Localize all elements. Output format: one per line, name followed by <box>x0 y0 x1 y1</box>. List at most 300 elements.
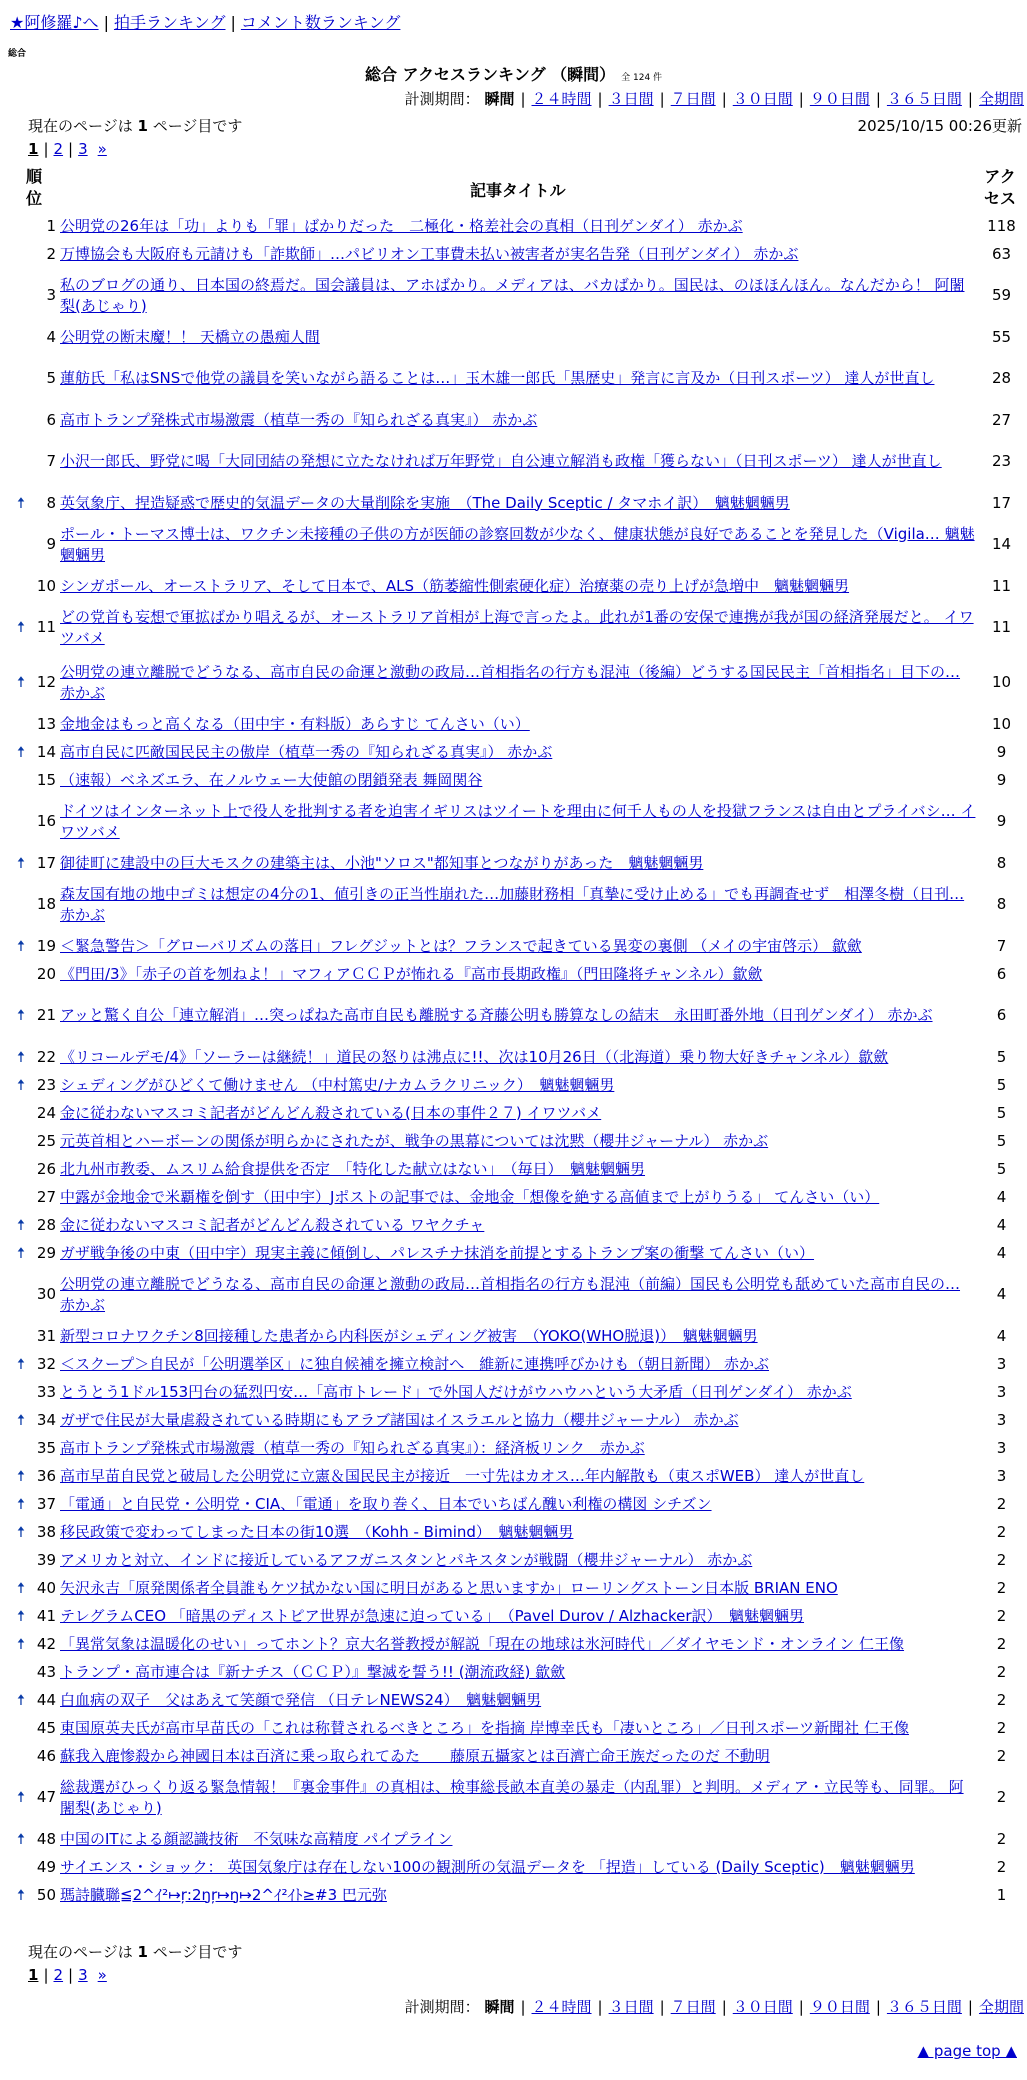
access-count: 63 <box>991 244 1012 263</box>
title-cell <box>60 1434 978 1462</box>
title-cell <box>60 1770 978 1825</box>
table-row <box>10 988 1025 1043</box>
category-label: 総合 <box>8 49 27 59</box>
trend-cell <box>10 766 32 794</box>
nav-separator: | <box>230 13 236 32</box>
table-row <box>10 600 1025 655</box>
period-label: 計測期間： <box>404 1998 480 2016</box>
pager-page-2[interactable]: 2 <box>53 140 64 158</box>
title-cell <box>60 849 978 877</box>
trend-cell <box>10 1183 32 1211</box>
up-arrow-icon: 🠅 <box>16 1634 26 1653</box>
article-title-link[interactable]: 公明党の断末魔！！ 天橋立の愚痴人間 <box>60 327 320 346</box>
trend-cell <box>10 323 32 351</box>
rank-number: 33 <box>36 1382 56 1401</box>
rank-number: 9 <box>46 535 56 553</box>
table-row <box>10 1518 1025 1546</box>
header-rank: 順位 <box>25 167 42 208</box>
page-info-suffix: ページ目です <box>147 1943 243 1961</box>
table-row <box>10 932 1025 960</box>
up-arrow-icon: 🠅 <box>16 1215 26 1234</box>
trend-cell <box>10 434 32 489</box>
nav-separator: | <box>103 13 109 32</box>
article-title-link[interactable]: 東国原英夫氏が高市早苗氏の「これは称賛されるべきところ」を指摘 岸博幸氏も「凄いところ」／日刊スポーツ新聞社 仁王像 <box>60 1718 909 1737</box>
article-title-link[interactable]: 御徒町に建設中の巨大モスクの建築主は、小池"ソロス"都知事とつながりがあった 魑魅魍魎男 <box>60 853 704 872</box>
access-count: 2 <box>996 1718 1007 1737</box>
title-cell <box>60 1267 978 1322</box>
access-count: 8 <box>996 853 1007 872</box>
trend-cell <box>10 268 32 323</box>
access-count: 5 <box>996 1075 1007 1094</box>
access-count: 5 <box>996 1103 1007 1122</box>
table-row <box>10 268 1025 323</box>
article-title-link[interactable]: 私のブログの通り、日本国の終焉だ。国会議員は、アホばかり。メディアは、バカばかり。国民は、のほほんほん。なんだから！ 阿闍梨(あじゃり) <box>60 275 965 315</box>
article-title-link[interactable]: ポール・トーマス博士は、ワクチン未接種の子供の方が医師の診察回数が少なく、健康状態が良好であることを発見した（Vigila… 魑魅魍魎男 <box>60 524 975 564</box>
table-row <box>10 766 1025 794</box>
rank-number: 38 <box>36 1522 56 1541</box>
table-row <box>10 1322 1025 1350</box>
article-title-link[interactable]: 白血病の双子 父はあえて笑顔で発信 （日テレNEWS24） 魑魅魍魎男 <box>60 1690 542 1709</box>
page-info-suffix: ページ目です <box>147 117 243 135</box>
article-title-link[interactable]: 《門田/3》「赤子の首を刎ねよ！」マフィアＣＣＰが怖れる『高市長期政権』（門田隆将チャンネル）歙歛 <box>60 964 763 983</box>
rank-number: 39 <box>36 1550 56 1569</box>
article-title-link[interactable]: ＜緊急警告＞「グローバリズムの落日」フレグジットとは？フランスで起きている異変の裏側 （メイの宇宙啓示） 歙歛 <box>60 936 862 955</box>
article-title-link[interactable]: 総裁選がひっくり返る緊急情報！『裏金事件』の真相は、検事総長畝本直美の暴走（内乱罪）と判明。メディア・立民等も、同罪。 阿闍梨(あじゃり) <box>60 1777 964 1817</box>
title-cell <box>60 240 978 268</box>
updated-timestamp: 2025/10/15 00:26更新 <box>857 117 1022 135</box>
period-90d-link[interactable]: ９０日間 <box>809 1998 870 2016</box>
table-row <box>10 655 1025 710</box>
trend-cell <box>10 1434 32 1462</box>
table-row <box>10 351 1025 406</box>
article-title-link[interactable]: ガザ戦争後の中東（田中宇）現実主義に傾倒し、パレスチナ抹消を前提とするトランプ案の衝撃 てんさい（い） <box>60 1243 815 1262</box>
rank-number: 46 <box>36 1746 56 1765</box>
article-title-link[interactable]: 公明党の連立離脱でどうなる、高市自民の命運と激動の政局…首相指名の行方も混沌（後編）どうする国民民主「首相指名」目下の… 赤かぶ <box>60 662 961 702</box>
article-title-link[interactable]: アッと驚く自公「連立解消」…突っぱねた高市自民も離脱する斉藤公明も勝算なしの結末 永田町番外地（日刊ゲンダイ） 赤かぶ <box>60 1006 933 1024</box>
rank-number: 43 <box>36 1662 56 1681</box>
title-cell <box>60 1853 978 1881</box>
trend-cell <box>10 1350 32 1378</box>
header-access: アクセス <box>983 167 1016 208</box>
rank-number: 1 <box>46 216 56 235</box>
rank-number: 24 <box>36 1103 56 1122</box>
article-title-link[interactable]: 瑪詩臓聯≦2^ｲ²↦ŗ:2ŋŗ↦ŋ↦2^ｲ²ｲﾄ≥#3 巴元弥 <box>60 1885 387 1904</box>
article-title-link[interactable]: トランプ・高市連合は『新ナチス（ＣＣＰ）』撃滅を誓う!! (潮流政経) 歙歛 <box>60 1662 566 1681</box>
rank-number: 23 <box>36 1075 56 1094</box>
access-count: 2 <box>996 1606 1007 1625</box>
title-cell <box>60 1378 978 1406</box>
access-count: 14 <box>991 535 1012 553</box>
trend-cell <box>10 1546 32 1574</box>
trend-cell <box>10 1574 32 1602</box>
trend-cell <box>10 1714 32 1742</box>
article-title-link[interactable]: 公明党の26年は「功」よりも「罪」ばかりだった 二極化・格差社会の真相（日刊ゲンダイ） 赤かぶ <box>60 216 743 235</box>
table-row <box>10 1378 1025 1406</box>
access-count: 7 <box>996 936 1007 955</box>
article-title-link[interactable]: 万博協会も大阪府も元請けも「詐欺師」…パビリオン工事費未払い被害者が実名告発（日刊ゲンダイ） 赤かぶ <box>60 244 799 263</box>
rank-number: 26 <box>36 1159 56 1178</box>
trend-cell <box>10 1770 32 1825</box>
trend-cell <box>10 1658 32 1686</box>
rank-number: 20 <box>36 964 56 983</box>
period-365d-link[interactable]: ３６５日間 <box>886 1998 962 2016</box>
up-arrow-icon: 🠅 <box>16 1829 26 1848</box>
pager-page-3[interactable]: 3 <box>78 140 88 158</box>
title-cell <box>60 960 978 988</box>
up-arrow-icon: 🠅 <box>16 1494 26 1513</box>
rank-number: 32 <box>36 1354 56 1373</box>
table-row <box>10 1127 1025 1155</box>
up-arrow-icon: 🠅 <box>16 853 26 872</box>
access-count: 2 <box>996 1857 1007 1876</box>
applause-ranking-link[interactable]: 拍手ランキング <box>113 13 226 32</box>
article-title-link[interactable]: 蓮舫氏「私はSNSで他党の議員を笑いながら語ることは…」玉木雄一郎氏「黒歴史」発言に言及か（日刊スポーツ） 達人が世直し <box>60 369 935 387</box>
access-count: 6 <box>996 964 1007 983</box>
title-cell <box>60 1239 978 1267</box>
title-cell <box>60 1602 978 1630</box>
table-row <box>10 1853 1025 1881</box>
title-cell <box>60 766 978 794</box>
title-cell <box>60 323 978 351</box>
rank-number: 15 <box>36 770 56 789</box>
header-title: 記事タイトル <box>470 181 566 200</box>
trend-cell <box>10 1043 32 1071</box>
title-cell <box>60 1350 978 1378</box>
access-count: 118 <box>987 216 1016 235</box>
trend-cell <box>10 988 32 1043</box>
table-row <box>10 1490 1025 1518</box>
period-selector-top: 計測期間： 瞬間 | ２４時間 | ３日間 | ７日間 | ３０日間 | ９０日間 | ３６５日間 | 全期間 <box>404 90 1024 108</box>
article-title-link[interactable]: 高市自民に匹敵国民民主の傲岸（植草一秀の『知られざる真実』） 赤かぶ <box>60 742 553 761</box>
access-count: 2 <box>996 1829 1007 1848</box>
table-row <box>10 1155 1025 1183</box>
pager-page-2[interactable]: 2 <box>53 1966 64 1984</box>
rank-number: 30 <box>36 1285 56 1303</box>
access-count: 27 <box>991 410 1012 429</box>
title-cell <box>60 1322 978 1350</box>
period-3d-link[interactable]: ３日間 <box>608 1998 654 2016</box>
title-cell <box>60 1099 978 1127</box>
article-title-link[interactable]: とうとう1ドル153円台の猛烈円安…「高市トレード」で外国人だけがウハウハという大矛盾（日刊ゲンダイ） 赤かぶ <box>60 1382 852 1401</box>
rank-number: 11 <box>36 618 56 636</box>
title-cell <box>60 1183 978 1211</box>
pager-next[interactable]: » <box>97 140 107 158</box>
access-count: 4 <box>996 1326 1007 1345</box>
trend-cell <box>10 1127 32 1155</box>
period-3d-link[interactable]: ３日間 <box>608 90 654 108</box>
title-cell <box>60 1686 978 1714</box>
trend-cell <box>10 960 32 988</box>
page-info-bottom <box>28 1941 242 1962</box>
up-arrow-icon: 🠅 <box>16 1410 26 1429</box>
comment-ranking-link[interactable]: コメント数ランキング <box>240 13 401 32</box>
table-row <box>10 1546 1025 1574</box>
rank-number: 44 <box>36 1690 56 1709</box>
access-count: 4 <box>996 1187 1007 1206</box>
page-info-current: 1 <box>137 1943 148 1961</box>
up-arrow-icon: 🠅 <box>16 493 26 512</box>
period-selector-bottom: 計測期間： 瞬間 | ２４時間 | ３日間 | ７日間 | ３０日間 | ９０日間 | ３６５日間 | 全期間 <box>404 1998 1024 2016</box>
rank-number: 6 <box>46 410 56 429</box>
up-arrow-icon: 🠅 <box>16 1047 26 1066</box>
period-365d-link[interactable]: ３６５日間 <box>886 90 962 108</box>
rank-number: 49 <box>36 1857 56 1876</box>
access-count: 10 <box>991 673 1012 691</box>
title-cell <box>60 212 978 240</box>
rank-number: 10 <box>36 576 56 595</box>
rank-number: 25 <box>36 1131 56 1150</box>
article-title-link[interactable]: 「異常気象は温暖化のせい」ってホント？京大名誉教授が解説「現在の地球は氷河時代」／ダイヤモンド・オンライン 仁王像 <box>60 1634 905 1653</box>
page-title <box>0 62 1027 85</box>
rank-number: 2 <box>46 244 56 263</box>
title-cell <box>60 489 978 517</box>
article-title-link[interactable]: 元英首相とハーボーンの関係が明らかにされたが、戦争の黒幕については沈黙（櫻井ジャーナル） 赤かぶ <box>60 1131 769 1150</box>
rank-number: 3 <box>46 286 56 304</box>
trend-cell <box>10 1099 32 1127</box>
pager-next[interactable]: » <box>97 1966 107 1984</box>
trend-cell <box>10 240 32 268</box>
period-current: 瞬間 <box>484 90 515 108</box>
access-count: 17 <box>991 493 1012 512</box>
up-arrow-icon: 🠅 <box>16 1466 26 1485</box>
article-title-link[interactable]: 「電通」と自民党・公明党・CIA、「電通」を取り巻く、日本でいちばん醜い利権の構図 シチズン <box>60 1494 712 1513</box>
article-title-link[interactable]: シェディングがひどくて働けません （中村篤史/ナカムラクリニック） 魑魅魍魎男 <box>60 1075 615 1094</box>
access-count: 9 <box>996 742 1007 761</box>
period-30d-link[interactable]: ３０日間 <box>732 1998 793 2016</box>
up-arrow-icon: 🠅 <box>16 1354 26 1373</box>
access-count: 1 <box>996 1885 1007 1904</box>
title-cell <box>60 600 978 655</box>
access-count: 2 <box>996 1550 1007 1569</box>
table-row <box>10 1658 1025 1686</box>
rank-number: 29 <box>36 1243 56 1262</box>
period-90d-link[interactable]: ９０日間 <box>809 90 870 108</box>
rank-number: 48 <box>36 1829 56 1848</box>
article-title-link[interactable]: 移民政策で変わってしまった日本の街10選 （Kohh - Bimind） 魑魅魍魎男 <box>60 1522 574 1541</box>
article-title-link[interactable]: 新型コロナワクチン8回接種した患者から内科医がシェディング被害 （YOKO(WHO脱退)） 魑魅魍魎男 <box>60 1326 758 1345</box>
article-title-link[interactable]: サイエンス・ショック： 英国気象庁は存在しない100の観測所の気温データを 「捏造」している (Daily Sceptic) 魑魅魍魎男 <box>60 1857 915 1876</box>
title-cell <box>60 877 978 932</box>
access-count: 4 <box>996 1243 1007 1262</box>
title-cell <box>60 572 978 600</box>
article-title-link[interactable]: 中露が金地金で米覇権を倒す（田中宇）Jポストの記事では、金地金「想像を絶する高値まで上がりうる」 てんさい（い） <box>60 1187 880 1206</box>
table-row <box>10 1574 1025 1602</box>
table-row <box>10 1043 1025 1071</box>
title-cell <box>60 434 978 489</box>
title-cell <box>60 1406 978 1434</box>
rank-number: 42 <box>36 1634 56 1653</box>
table-row <box>10 1714 1025 1742</box>
article-title-link[interactable]: 森友国有地の地中ゴミは想定の4分の1、値引きの正当性崩れた…加藤財務相「真摯に受け止める」でも再調査せず 相澤冬樹（日刊… 赤かぶ <box>60 884 965 924</box>
trend-cell <box>10 1630 32 1658</box>
table-row <box>10 1825 1025 1853</box>
table-row <box>10 1406 1025 1434</box>
title-cell <box>60 406 978 434</box>
article-title-link[interactable]: どの党首も妄想で軍拡ばかり唱えるが、オーストラリア首相が上海で言ったよ。此れが1番の安保で連携が我が国の経済発展だと。 イワツバメ <box>60 607 974 647</box>
table-row <box>10 1071 1025 1099</box>
trend-cell <box>10 1518 32 1546</box>
article-title-link[interactable]: 高市トランプ発株式市場激震（植草一秀の『知られざる真実』） 赤かぶ <box>60 410 538 429</box>
title-cell <box>60 268 978 323</box>
asyura-home-link[interactable]: ★阿修羅♪へ <box>10 13 99 32</box>
trend-cell <box>10 1825 32 1853</box>
rank-number: 28 <box>36 1215 56 1234</box>
access-count: 2 <box>996 1746 1007 1765</box>
table-row <box>10 960 1025 988</box>
rank-number: 41 <box>36 1606 56 1625</box>
access-count: 11 <box>991 618 1012 636</box>
title-cell <box>60 1825 978 1853</box>
rank-number: 13 <box>36 714 56 733</box>
access-count: 2 <box>996 1662 1007 1681</box>
trend-cell <box>10 1378 32 1406</box>
total-count: 全 124 件 <box>621 73 663 83</box>
trend-cell <box>10 1686 32 1714</box>
trend-cell <box>10 655 32 710</box>
table-row <box>10 1742 1025 1770</box>
trend-cell <box>10 1406 32 1434</box>
article-title-link[interactable]: シンガポール、オーストラリア、そして日本で、ALS（筋萎縮性側索硬化症）治療薬の売り上げが急増中 魑魅魍魎男 <box>60 576 850 595</box>
rank-number: 21 <box>36 1006 56 1024</box>
rank-number: 8 <box>46 493 56 512</box>
title-cell <box>60 988 978 1043</box>
article-title-link[interactable]: 北九州市教委、ムスリム給食提供を否定 「特化した献立はない」 （毎日） 魑魅魍魎男 <box>60 1159 646 1178</box>
rank-number: 5 <box>46 369 56 387</box>
access-count: 2 <box>996 1494 1007 1513</box>
trend-cell <box>10 1322 32 1350</box>
trend-cell <box>10 710 32 738</box>
trend-cell <box>10 351 32 406</box>
table-row <box>10 1462 1025 1490</box>
article-title-link[interactable]: （速報）ベネズエラ、在ノルウェー大使館の閉鎖発表 舞岡関谷 <box>60 770 483 789</box>
rank-number: 14 <box>36 742 56 761</box>
trend-cell <box>10 1602 32 1630</box>
article-title-link[interactable]: 英気象庁、捏造疑惑で歴史的気温データの大量削除を実施 （The Daily Sceptic / タマホイ訳） 魑魅魍魎男 <box>60 493 790 512</box>
article-title-link[interactable]: 高市早苗自民党と破局した公明党に立憲＆国民民主が接近 一寸先はカオス…年内解散も（東スポWEB） 達人が世直し <box>60 1466 865 1485</box>
trend-cell <box>10 1267 32 1322</box>
page-top-link[interactable]: ▲ page top ▲ <box>917 2042 1017 2060</box>
title-cell <box>60 1574 978 1602</box>
table-row <box>10 738 1025 766</box>
table-row <box>10 1434 1025 1462</box>
table-row <box>10 406 1025 434</box>
rank-number: 35 <box>36 1438 56 1457</box>
period-24h-link[interactable]: ２４時間 <box>531 90 592 108</box>
article-title-link[interactable]: テレグラムCEO 「暗黒のディストピア世界が急速に迫っている」 （Pavel Durov / Alzhacker訳） 魑魅魍魎男 <box>60 1606 805 1625</box>
rank-number: 17 <box>36 853 56 872</box>
period-7d-link[interactable]: ７日間 <box>670 1998 716 2016</box>
article-title-link[interactable]: 高市トランプ発株式市場激震（植草一秀の『知られざる真実』）：経済板リンク 赤かぶ <box>60 1438 645 1457</box>
up-arrow-icon: 🠅 <box>16 1885 26 1904</box>
period-24h-link[interactable]: ２４時間 <box>531 1998 592 2016</box>
table-row <box>10 1239 1025 1267</box>
trend-cell <box>10 1071 32 1099</box>
article-title-link[interactable]: 公明党の連立離脱でどうなる、高市自民の命運と激動の政局…首相指名の行方も混沌（前編）国民も公明党も舐めていた高市自民の… 赤かぶ <box>60 1274 961 1314</box>
article-title-link[interactable]: ガザで住民が大量虐殺されている時期にもアラブ諸国はイスラエルと協力（櫻井ジャーナル） 赤かぶ <box>60 1410 739 1429</box>
article-title-link[interactable]: アメリカと対立、インドに接近しているアフガニスタンとパキスタンが戦闘（櫻井ジャーナル） 赤かぶ <box>60 1550 753 1569</box>
pager-top: 1 | 2 | 3 » <box>28 140 107 158</box>
up-arrow-icon: 🠅 <box>16 673 26 691</box>
period-all-link[interactable]: 全期間 <box>978 1998 1024 2016</box>
trend-cell <box>10 517 32 572</box>
pager-page-3[interactable]: 3 <box>78 1966 88 1984</box>
trend-cell <box>10 212 32 240</box>
title-cell <box>60 1630 978 1658</box>
title-cell <box>60 517 978 572</box>
rank-number: 16 <box>36 812 56 830</box>
page-info-prefix: 現在のページは <box>28 1943 138 1961</box>
title-cell <box>60 351 978 406</box>
article-title-link[interactable]: ドイツはインターネット上で役人を批判する者を迫害イギリスはツイートを理由に何千人もの人を投獄フランスは自由とプライバシ… イワツバメ <box>60 801 976 841</box>
page-info-top <box>28 115 242 136</box>
access-count: 2 <box>996 1634 1007 1653</box>
access-count: 4 <box>996 1285 1007 1303</box>
table-row <box>10 1183 1025 1211</box>
trend-cell <box>10 1462 32 1490</box>
access-count: 28 <box>991 369 1012 387</box>
title-cell <box>60 1742 978 1770</box>
article-title-link[interactable]: 《リコールデモ/4》「ソーラーは継続！」道民の怒りは沸点に!!、次は10月26日（（北海道）乗り物大好きチャンネル）歙歛 <box>60 1047 889 1066</box>
article-title-link[interactable]: 金地金はもっと高くなる（田中宇・有料版）あらすじ てんさい（い） <box>60 714 530 733</box>
trend-cell <box>10 794 32 849</box>
access-count: 9 <box>996 770 1007 789</box>
up-arrow-icon: 🠅 <box>16 618 26 636</box>
title-cell <box>60 655 978 710</box>
trend-cell <box>10 489 32 517</box>
article-title-link[interactable]: 小沢一郎氏、野党に喝「大同団結の発想に立たなければ万年野党」自公連立解消も政権「獲らない」（日刊スポーツ） 達人が世直し <box>60 452 942 470</box>
up-arrow-icon: 🠅 <box>16 1578 26 1597</box>
access-count: 3 <box>996 1382 1007 1401</box>
access-count: 3 <box>996 1466 1007 1485</box>
article-title-link[interactable]: ＜スクープ＞自民が「公明選挙区」に独自候補を擁立検討へ 維新に連携呼びかけも（朝日新聞） 赤かぶ <box>60 1354 770 1373</box>
title-cell <box>60 1155 978 1183</box>
article-title-link[interactable]: 金に従わないマスコミ記者がどんどん殺されている ワヤクチャ <box>60 1215 485 1234</box>
table-row <box>10 1602 1025 1630</box>
table-row <box>10 1099 1025 1127</box>
title-cell <box>60 1490 978 1518</box>
period-7d-link[interactable]: ７日間 <box>670 90 716 108</box>
rank-number: 27 <box>36 1187 56 1206</box>
rank-number: 22 <box>36 1047 56 1066</box>
up-arrow-icon: 🠅 <box>16 1522 26 1541</box>
period-30d-link[interactable]: ３０日間 <box>732 90 793 108</box>
article-title-link[interactable]: 中国のITによる顔認識技術 不気味な高精度 パイプライン <box>60 1829 453 1848</box>
table-row <box>10 517 1025 572</box>
title-cell <box>60 794 978 849</box>
access-count: 23 <box>991 452 1012 470</box>
up-arrow-icon: 🠅 <box>16 936 26 955</box>
rank-number: 31 <box>36 1326 56 1345</box>
table-row <box>10 794 1025 849</box>
access-count: 4 <box>996 1215 1007 1234</box>
up-arrow-icon: 🠅 <box>16 1788 26 1806</box>
article-title-link[interactable]: 金に従わないマスコミ記者がどんどん殺されている(日本の事件２７) イワツバメ <box>60 1103 602 1122</box>
period-all-link[interactable]: 全期間 <box>978 90 1024 108</box>
table-row <box>10 710 1025 738</box>
title-cell <box>60 1211 978 1239</box>
table-row <box>10 434 1025 489</box>
access-count: 5 <box>996 1047 1007 1066</box>
trend-cell <box>10 406 32 434</box>
article-title-link[interactable]: 矢沢永吉「原発関係者全員誰もケツ拭かない国に明日があると思いますか」ローリングストーン日本版 BRIAN ENO <box>60 1578 838 1597</box>
rank-number: 45 <box>36 1718 56 1737</box>
article-title-link[interactable]: 蘇我入鹿惨殺から神國日本は百済に乗っ取られてゐた 藤原五攝家とは百濟亡命王族だったのだ 不動明 <box>60 1746 770 1765</box>
rank-number: 40 <box>36 1578 56 1597</box>
table-row <box>10 240 1025 268</box>
table-row <box>10 1770 1025 1825</box>
title-cell <box>60 1462 978 1490</box>
rank-number: 47 <box>36 1788 56 1806</box>
